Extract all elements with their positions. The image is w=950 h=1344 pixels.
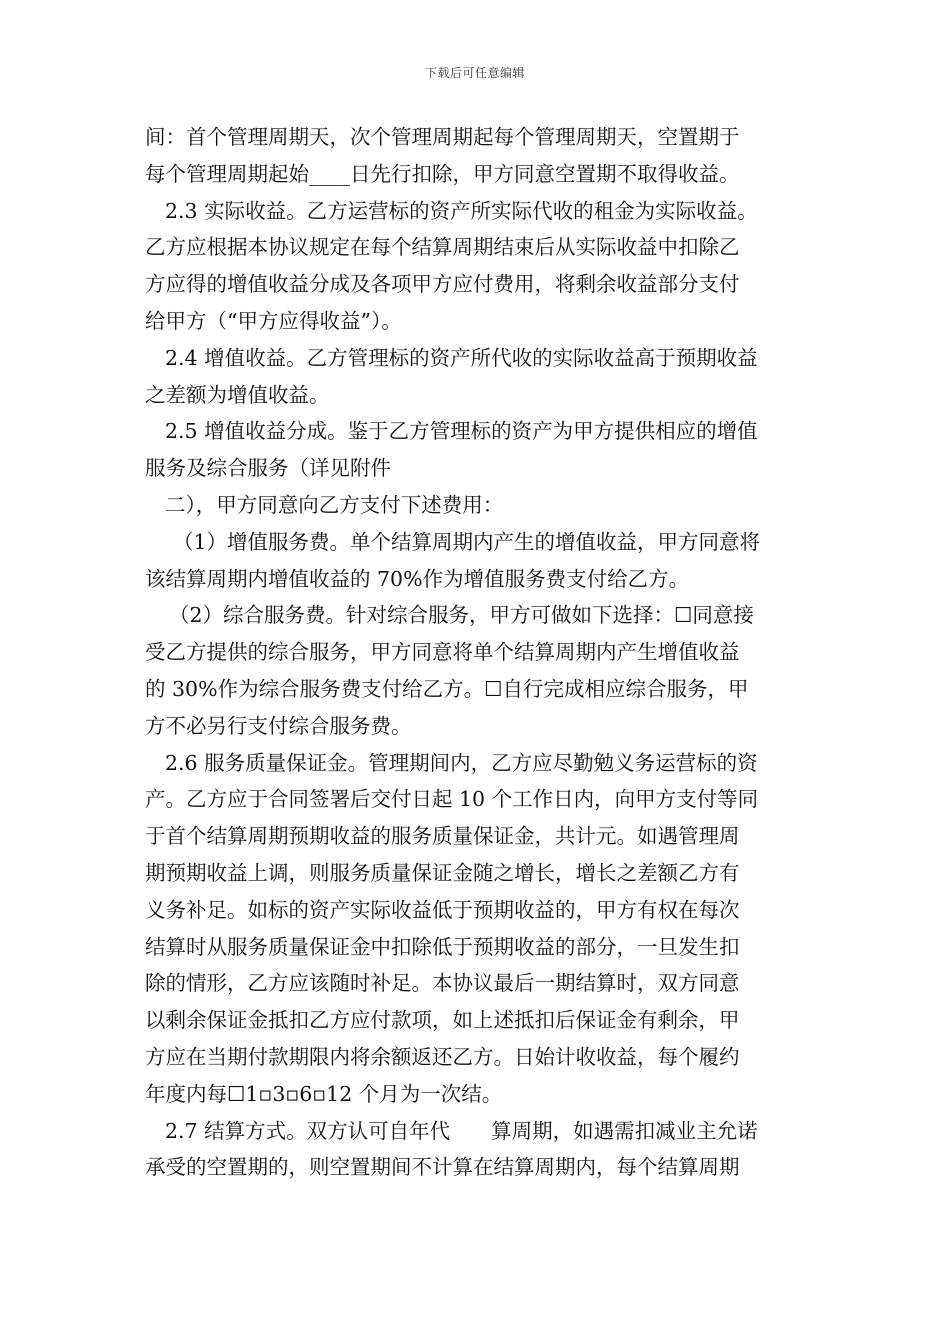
body-line: 2.5 增值收益分成。鉴于乙方管理标的资产为甲方提供相应的增值	[165, 419, 758, 444]
body-line: 2.3 实际收益。乙方运营标的资产所实际代收的租金为实际收益。	[165, 198, 758, 223]
document-body	[145, 119, 805, 1186]
body-line: （2）综合服务费。针对综合服务，甲方可做如下选择：☐同意接	[169, 603, 754, 628]
body-line: 给甲方（“甲方应得收益”）。	[145, 308, 402, 333]
body-line: 方不必另行支付综合服务费。	[145, 713, 412, 738]
body-line: 义务补足。如标的资产实际收益低于预期收益的，甲方有权在每次	[145, 897, 740, 922]
body-line: 产。乙方应于合同签署后交付日起 10 个工作日内，向甲方支付等同	[145, 787, 759, 812]
body-line: 每个管理周期起始____日先行扣除，甲方同意空置期不取得收益。	[145, 161, 740, 186]
body-line: 以剩余保证金抵扣乙方应付款项，如上述抵扣后保证金有剩余，甲	[145, 1008, 740, 1033]
body-line: 的 30%作为综合服务费支付给乙方。☐自行完成相应综合服务，甲	[145, 676, 749, 701]
body-line: 受乙方提供的综合服务，甲方同意将单个结算周期内产生增值收益	[145, 640, 740, 665]
body-line: 间：首个管理周期天，次个管理周期起每个管理周期天，空置期于	[145, 125, 740, 149]
body-line: 2.6 服务质量保证金。管理期间内，乙方应尽勤勉义务运营标的资	[165, 750, 758, 775]
body-line: 2.4 增值收益。乙方管理标的资产所代收的实际收益高于预期收益	[165, 345, 758, 370]
body-line: 于首个结算周期预期收益的服务质量保证金，共计元。如遇管理周	[145, 824, 740, 849]
body-line: 方应得的增值收益分成及各项甲方应付费用，将剩余收益部分支付	[145, 272, 740, 297]
page-header: 下载后可任意编辑	[424, 66, 525, 80]
body-line: 二），甲方同意向乙方支付下述费用：	[165, 492, 504, 517]
body-line: 之差额为增值收益。	[145, 382, 330, 407]
body-line: 2.7 结算方式。双方认可自年代 算周期，如遇需扣减业主允诺	[165, 1118, 758, 1143]
body-line: 期预期收益上调，则服务质量保证金随之增长，增长之差额乙方有	[145, 860, 740, 885]
body-line: 乙方应根据本协议规定在每个结算周期结束后从实际收益中扣除乙	[145, 235, 740, 260]
body-line: 该结算周期内增值收益的 70%作为增值服务费支付给乙方。	[145, 566, 690, 591]
body-line: 承受的空置期的，则空置期间不计算在结算周期内，每个结算周期	[145, 1155, 740, 1180]
body-line: 服务及综合服务（详见附件	[145, 456, 391, 481]
body-line: 结算时从服务质量保证金中扣除低于预期收益的部分，一旦发生扣	[145, 934, 740, 959]
body-line: （1）增值服务费。单个结算周期内产生的增值收益，甲方同意将	[173, 529, 761, 554]
body-line: 年度内每☐1▫3▫6▫12 个月为一次结。	[145, 1081, 503, 1106]
body-line: 方应在当期付款期限内将余额返还乙方。日始计收收益，每个履约	[145, 1044, 740, 1069]
body-line: 除的情形，乙方应该随时补足。本协议最后一期结算时，双方同意	[145, 971, 740, 996]
